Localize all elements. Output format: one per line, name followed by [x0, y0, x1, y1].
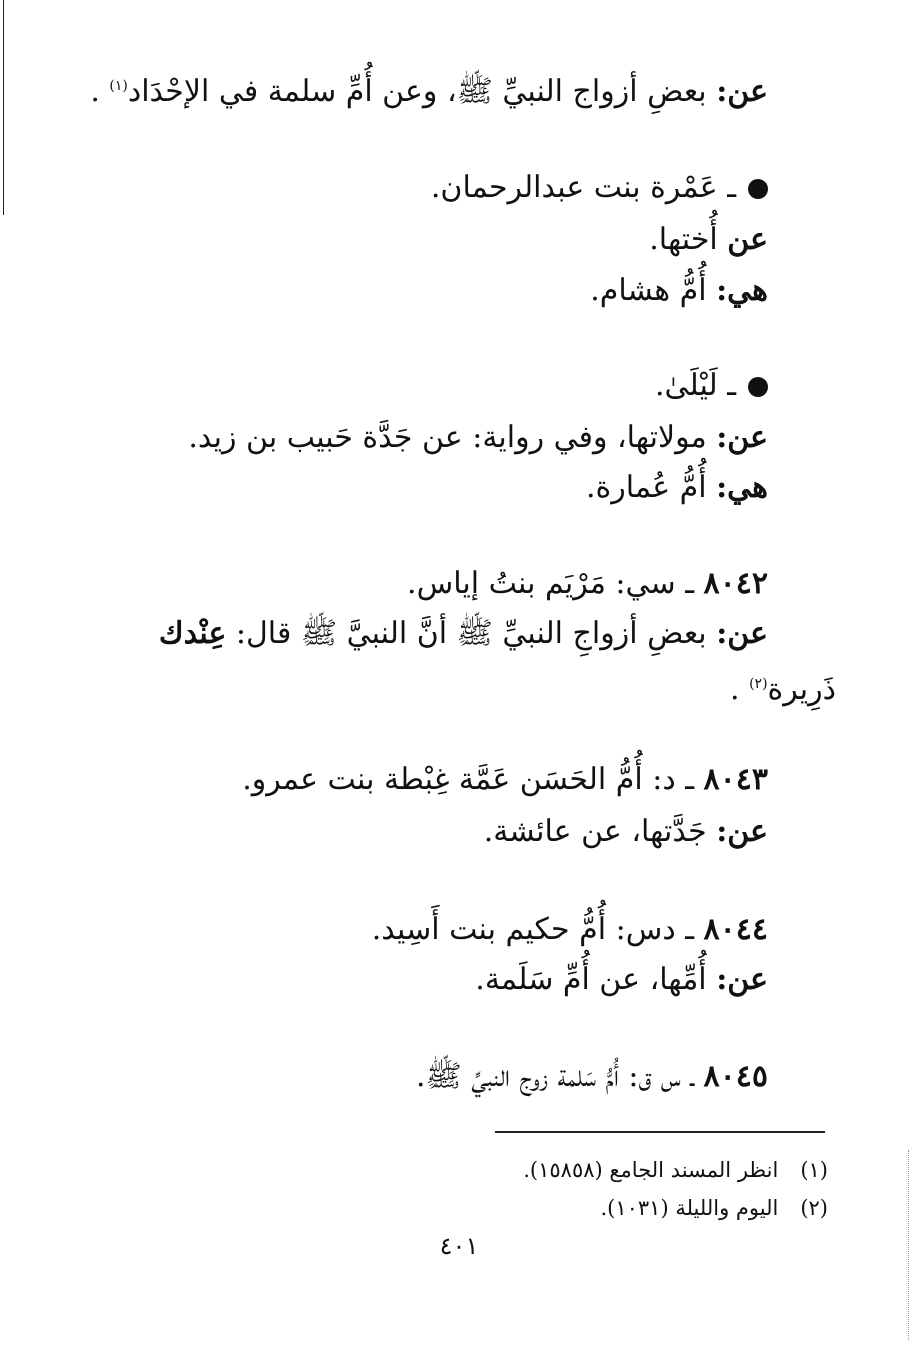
entry-line — [586, 468, 768, 508]
sub-entry-title: ـ لَيْلَىٰ. — [655, 368, 736, 403]
entry-text: بعضِ أزواج النبيِّ ﷺ، وعن أُمِّ سلمة في الإحْدَاد — [127, 74, 717, 109]
entry-text: أُختها. — [649, 222, 728, 257]
sub-entry-title: ـ عَمْرة بنت عبدالرحمان. — [430, 170, 736, 205]
entry-heading — [416, 1057, 768, 1097]
entry-text-bold: عِنْدك — [158, 616, 227, 651]
page-number: ٤٠١ — [439, 1232, 479, 1260]
entry-number: ٨٠٤٣ — [703, 762, 768, 797]
entry-number: ٨٠٤٢ — [703, 566, 768, 601]
footnote-ref: (٢) — [749, 676, 768, 692]
entry-heading — [407, 564, 768, 604]
entry-heading — [372, 910, 768, 950]
entry-text: مولاتها، وفي رواية: عن جَدَّة حَبيب بن زيد. — [188, 420, 717, 455]
entry-title: ـ س ق: أُمُّ سَلمة زوج النبيِّ ﷺ. — [415, 1059, 704, 1094]
entry-text: أُمُّ عُمارة. — [585, 470, 717, 505]
bullet-icon — [748, 377, 768, 397]
entry-line — [730, 664, 836, 710]
sub-entry-heading — [431, 168, 768, 208]
entry-text: جَدَّتها، عن عائشة. — [483, 814, 717, 849]
entry-title: ـ دس: أُمُّ حكيم بنت أَسِيد. — [371, 912, 704, 947]
entry-label: هي: — [716, 273, 768, 308]
entry-title: ـ سي: مَرْيَم بنتُ إياس. — [407, 566, 704, 601]
entry-label: عن: — [716, 74, 768, 109]
entry-label: عن: — [716, 420, 768, 455]
entry-label: عن — [727, 222, 768, 257]
entry-label: هي: — [716, 470, 768, 505]
entry-line — [590, 271, 768, 311]
entry-text: بعضِ أزواجِ النبيِّ ﷺ أنَّ النبيَّ ﷺ قال: — [226, 616, 717, 651]
entry-end: . — [90, 74, 110, 109]
bullet-icon — [748, 179, 768, 199]
entry-text: أُمِّها، عن أُمِّ سَلَمة. — [475, 962, 717, 997]
footnote-text: اليوم والليلة (١٠٣١). — [600, 1196, 779, 1220]
footnote-mark: (١) — [800, 1158, 828, 1182]
entry-end: . — [729, 672, 750, 707]
footnote-ref: (١) — [109, 78, 128, 94]
entry-line — [649, 220, 768, 260]
entry-line — [484, 812, 768, 852]
entry-number: ٨٠٤٤ — [703, 912, 768, 947]
footnote-text: انظر المسند الجامع (١٥٨٥٨). — [523, 1158, 779, 1182]
entry-label: عن: — [716, 962, 768, 997]
entry-label: عن: — [716, 616, 768, 651]
sub-entry-heading — [655, 366, 768, 406]
entry-line — [159, 614, 768, 654]
entry-line — [475, 960, 768, 1000]
entry-text: أُمُّ هشام. — [590, 273, 717, 308]
entry-line — [188, 418, 768, 458]
entry-title: ـ د: أُمُّ الحَسَن عَمَّة غِبْطة بنت عمرو. — [242, 762, 704, 797]
entry-text: ذَرِيرة — [767, 672, 836, 707]
footnote — [600, 1194, 828, 1222]
footnote-mark: (٢) — [800, 1196, 828, 1220]
entry-label: عن: — [716, 814, 768, 849]
footnote — [523, 1156, 828, 1184]
entry-number: ٨٠٤٥ — [703, 1059, 768, 1094]
entry-line — [90, 66, 768, 112]
entry-heading — [242, 760, 768, 800]
footnote-separator — [495, 1131, 825, 1133]
